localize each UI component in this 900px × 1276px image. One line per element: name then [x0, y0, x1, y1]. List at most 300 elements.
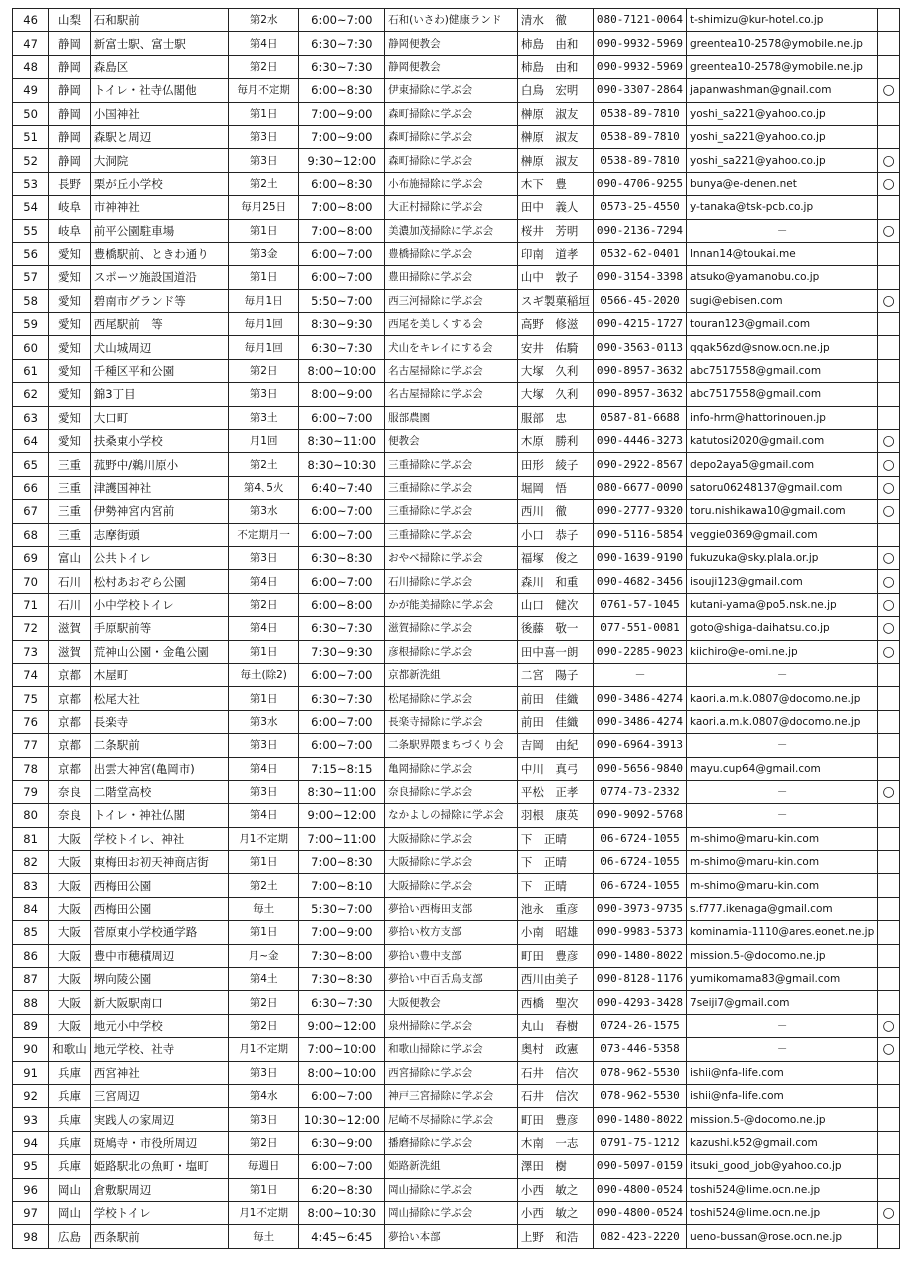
table-row — [13, 476, 900, 499]
schedule-cell: 第4水 — [228, 1084, 299, 1107]
prefecture-cell: 京都 — [49, 710, 91, 733]
time-cell: 9:00~12:00 — [299, 804, 385, 827]
time-cell: 6:00~8:00 — [299, 593, 385, 616]
email-cell: kazushi.k52@gmail.com — [687, 1131, 878, 1154]
prefecture-cell: 長野 — [49, 172, 91, 195]
contact-name-cell: 木下 豊 — [517, 172, 593, 195]
organizer-cell: 夢拾い西梅田支部 — [385, 897, 518, 920]
schedule-cell: 第3日 — [228, 780, 299, 803]
schedule-cell: 第2土 — [228, 172, 299, 195]
email-cell: y-tanaka@tsk-pcb.co.jp — [687, 196, 878, 219]
location-cell: 堺向陵公園 — [90, 968, 228, 991]
phone-cell: 090-3154-3398 — [593, 266, 686, 289]
time-cell: 6:20~8:30 — [299, 1178, 385, 1201]
location-cell: トイレ・神社仏閣 — [90, 804, 228, 827]
row-number: 76 — [13, 710, 49, 733]
contact-name-cell: 丸山 春樹 — [517, 1014, 593, 1037]
prefecture-cell: 三重 — [49, 453, 91, 476]
contact-name-cell: 澤田 樹 — [517, 1155, 593, 1178]
mark-cell: ○ — [878, 289, 900, 312]
organizer-cell: 静岡便教会 — [385, 32, 518, 55]
table-row — [13, 780, 900, 803]
organizer-cell: 夢拾い豊中支部 — [385, 944, 518, 967]
organizer-cell: 名古屋掃除に学ぶ会 — [385, 383, 518, 406]
schedule-cell: 第3日 — [228, 383, 299, 406]
schedule-cell: 第1日 — [228, 266, 299, 289]
row-number: 93 — [13, 1108, 49, 1131]
contact-name-cell: 榊原 淑友 — [517, 125, 593, 148]
prefecture-cell: 兵庫 — [49, 1084, 91, 1107]
schedule-cell: 第3水 — [228, 710, 299, 733]
prefecture-cell: 岐阜 — [49, 219, 91, 242]
row-number: 96 — [13, 1178, 49, 1201]
table-row — [13, 734, 900, 757]
table-row — [13, 546, 900, 569]
mark-cell — [878, 55, 900, 78]
contact-name-cell: 榊原 淑友 — [517, 102, 593, 125]
email-cell: kiichiro@e-omi.ne.jp — [687, 640, 878, 663]
row-number: 54 — [13, 196, 49, 219]
table-row — [13, 32, 900, 55]
email-cell: sugi@ebisen.com — [687, 289, 878, 312]
location-cell: 姫路駅北の魚町・塩町 — [90, 1155, 228, 1178]
schedule-cell: 月1不定期 — [228, 1201, 299, 1224]
time-cell: 8:00~10:30 — [299, 1201, 385, 1224]
location-cell: 錦3丁目 — [90, 383, 228, 406]
row-number: 81 — [13, 827, 49, 850]
phone-cell: 0573-25-4550 — [593, 196, 686, 219]
email-cell: isouji123@gmail.com — [687, 570, 878, 593]
row-number: 87 — [13, 968, 49, 991]
contact-name-cell: 山口 健次 — [517, 593, 593, 616]
phone-cell: 0566-45-2020 — [593, 289, 686, 312]
table-row — [13, 1131, 900, 1154]
table-row — [13, 1084, 900, 1107]
contact-name-cell: 西橋 聖次 — [517, 991, 593, 1014]
email-cell: toshi524@lime.ocn.ne.jp — [687, 1178, 878, 1201]
email-cell: － — [687, 734, 878, 757]
time-cell: 6:00~7:00 — [299, 9, 385, 32]
organizer-cell: 岡山掃除に学ぶ会 — [385, 1201, 518, 1224]
table-row — [13, 523, 900, 546]
contact-name-cell: 西川 徹 — [517, 500, 593, 523]
phone-cell: 0532-62-0401 — [593, 242, 686, 265]
prefecture-cell: 岐阜 — [49, 196, 91, 219]
table-row — [13, 991, 900, 1014]
time-cell: 6:00~7:00 — [299, 1084, 385, 1107]
location-cell: 豊橋駅前、ときわ通り — [90, 242, 228, 265]
row-number: 66 — [13, 476, 49, 499]
contact-name-cell: 大塚 久利 — [517, 383, 593, 406]
schedule-cell: 月~金 — [228, 944, 299, 967]
row-number: 83 — [13, 874, 49, 897]
contact-name-cell: 清水 徹 — [517, 9, 593, 32]
mark-cell: ○ — [878, 172, 900, 195]
email-cell: greentea10-2578@ymobile.ne.jp — [687, 55, 878, 78]
location-cell: 木屋町 — [90, 663, 228, 686]
table-row — [13, 266, 900, 289]
contact-name-cell: 木南 一志 — [517, 1131, 593, 1154]
table-row — [13, 219, 900, 242]
time-cell: 6:00~7:00 — [299, 570, 385, 593]
phone-cell: 090-4215-1727 — [593, 313, 686, 336]
table-row — [13, 710, 900, 733]
email-cell: yoshi_sa221@yahoo.co.jp — [687, 125, 878, 148]
organizer-cell: 森町掃除に学ぶ会 — [385, 125, 518, 148]
contact-name-cell: 印南 道孝 — [517, 242, 593, 265]
location-cell: 実践人の家周辺 — [90, 1108, 228, 1131]
organizer-cell: 大阪掃除に学ぶ会 — [385, 851, 518, 874]
email-cell: － — [687, 1038, 878, 1061]
row-number: 97 — [13, 1201, 49, 1224]
prefecture-cell: 静岡 — [49, 55, 91, 78]
organizer-cell: 岡山掃除に学ぶ会 — [385, 1178, 518, 1201]
row-number: 56 — [13, 242, 49, 265]
mark-cell: ○ — [878, 219, 900, 242]
row-number: 88 — [13, 991, 49, 1014]
location-cell: 西宮神社 — [90, 1061, 228, 1084]
table-row — [13, 125, 900, 148]
location-cell: 西条駅前 — [90, 1225, 228, 1248]
email-cell: 7seiji7@gmail.com — [687, 991, 878, 1014]
prefecture-cell: 愛知 — [49, 406, 91, 429]
time-cell: 6:00~7:00 — [299, 242, 385, 265]
contact-name-cell: 平松 正孝 — [517, 780, 593, 803]
organizer-cell: 奈良掃除に学ぶ会 — [385, 780, 518, 803]
contact-name-cell: 田中喜一朗 — [517, 640, 593, 663]
email-cell: satoru06248137@gmail.com — [687, 476, 878, 499]
time-cell: 6:00~8:30 — [299, 172, 385, 195]
contact-name-cell: 吉岡 由紀 — [517, 734, 593, 757]
location-cell: 菅原東小学校通学路 — [90, 921, 228, 944]
organizer-cell: 伊東掃除に学ぶ会 — [385, 79, 518, 102]
time-cell: 6:00~7:00 — [299, 500, 385, 523]
organizer-cell: 泉州掃除に学ぶ会 — [385, 1014, 518, 1037]
schedule-cell: 月1不定期 — [228, 1038, 299, 1061]
time-cell: 6:30~7:30 — [299, 617, 385, 640]
organizer-cell: 神戸三宮掃除に学ぶ会 — [385, 1084, 518, 1107]
organizer-cell: 長楽寺掃除に学ぶ会 — [385, 710, 518, 733]
prefecture-cell: 大阪 — [49, 874, 91, 897]
prefecture-cell: 和歌山 — [49, 1038, 91, 1061]
contact-name-cell: 森川 和重 — [517, 570, 593, 593]
row-number: 68 — [13, 523, 49, 546]
table-row — [13, 336, 900, 359]
time-cell: 6:00~7:00 — [299, 523, 385, 546]
prefecture-cell: 静岡 — [49, 149, 91, 172]
row-number: 92 — [13, 1084, 49, 1107]
table-row — [13, 406, 900, 429]
time-cell: 6:30~7:30 — [299, 687, 385, 710]
table-row — [13, 79, 900, 102]
prefecture-cell: 奈良 — [49, 804, 91, 827]
organizer-cell: 石川掃除に学ぶ会 — [385, 570, 518, 593]
contact-name-cell: 石井 信次 — [517, 1084, 593, 1107]
mark-cell: ○ — [878, 79, 900, 102]
row-number: 79 — [13, 780, 49, 803]
contact-name-cell: 羽根 康英 — [517, 804, 593, 827]
row-number: 78 — [13, 757, 49, 780]
schedule-cell: 第1日 — [228, 102, 299, 125]
contact-name-cell: 町田 豊彦 — [517, 944, 593, 967]
location-cell: 新大阪駅南口 — [90, 991, 228, 1014]
prefecture-cell: 愛知 — [49, 242, 91, 265]
time-cell: 6:30~7:30 — [299, 336, 385, 359]
row-number: 61 — [13, 359, 49, 382]
contact-name-cell: 山中 敦子 — [517, 266, 593, 289]
phone-cell: 06-6724-1055 — [593, 851, 686, 874]
mark-cell — [878, 851, 900, 874]
location-cell: 伊勢神宮内宮前 — [90, 500, 228, 523]
contact-name-cell: 田形 綾子 — [517, 453, 593, 476]
phone-cell: 090-5656-9840 — [593, 757, 686, 780]
schedule-cell: 第4､5火 — [228, 476, 299, 499]
table-row — [13, 9, 900, 32]
email-cell: abc7517558@gmail.com — [687, 383, 878, 406]
email-cell: m-shimo@maru-kin.com — [687, 827, 878, 850]
schedule-cell: 第4日 — [228, 757, 299, 780]
phone-cell: 078-962-5530 — [593, 1084, 686, 1107]
prefecture-cell: 大阪 — [49, 991, 91, 1014]
location-cell: 前平公園駐車場 — [90, 219, 228, 242]
schedule-cell: 第1日 — [228, 921, 299, 944]
mark-cell — [878, 383, 900, 406]
time-cell: 5:50~7:00 — [299, 289, 385, 312]
phone-cell: 090-2922-8567 — [593, 453, 686, 476]
schedule-cell: 毎土(除2) — [228, 663, 299, 686]
row-number: 67 — [13, 500, 49, 523]
contact-name-cell: 下 正晴 — [517, 851, 593, 874]
schedule-cell: 第2日 — [228, 1131, 299, 1154]
phone-cell: 090-2136-7294 — [593, 219, 686, 242]
organizer-cell: 犬山をキレイにする会 — [385, 336, 518, 359]
table-row — [13, 172, 900, 195]
row-number: 69 — [13, 546, 49, 569]
phone-cell: 090-8128-1176 — [593, 968, 686, 991]
email-cell: － — [687, 219, 878, 242]
organizer-cell: 静岡便教会 — [385, 55, 518, 78]
table-row — [13, 687, 900, 710]
schedule-cell: 第4日 — [228, 570, 299, 593]
table-row — [13, 757, 900, 780]
table-row — [13, 196, 900, 219]
location-cell: 新富士駅、富士駅 — [90, 32, 228, 55]
mark-cell — [878, 827, 900, 850]
prefecture-cell: 大阪 — [49, 944, 91, 967]
prefecture-cell: 愛知 — [49, 289, 91, 312]
organizer-cell: 三重掃除に学ぶ会 — [385, 523, 518, 546]
mark-cell — [878, 921, 900, 944]
prefecture-cell: 兵庫 — [49, 1108, 91, 1131]
prefecture-cell: 愛知 — [49, 266, 91, 289]
table-row — [13, 289, 900, 312]
location-cell: 栗が丘小学校 — [90, 172, 228, 195]
phone-cell: 0774-73-2332 — [593, 780, 686, 803]
contact-name-cell: スギ製菓稲垣 — [517, 289, 593, 312]
time-cell: 6:00~7:00 — [299, 266, 385, 289]
mark-cell — [878, 242, 900, 265]
schedule-cell: 第4日 — [228, 804, 299, 827]
contact-name-cell: 中川 真弓 — [517, 757, 593, 780]
phone-cell: 090-1480-8022 — [593, 944, 686, 967]
mark-cell — [878, 313, 900, 336]
contact-name-cell: 二宮 陽子 — [517, 663, 593, 686]
schedule-cell: 第3日 — [228, 149, 299, 172]
schedule-cell: 第1日 — [228, 1178, 299, 1201]
contact-name-cell: 石井 信次 — [517, 1061, 593, 1084]
mark-cell — [878, 1178, 900, 1201]
mark-cell — [878, 687, 900, 710]
mark-cell — [878, 125, 900, 148]
phone-cell: 090-5116-5854 — [593, 523, 686, 546]
time-cell: 6:30~9:00 — [299, 1131, 385, 1154]
table-row — [13, 617, 900, 640]
row-number: 58 — [13, 289, 49, 312]
schedule-cell: 第4日 — [228, 32, 299, 55]
table-row — [13, 570, 900, 593]
row-number: 80 — [13, 804, 49, 827]
schedule-cell: 第1日 — [228, 640, 299, 663]
mark-cell — [878, 663, 900, 686]
location-cell: 長楽寺 — [90, 710, 228, 733]
time-cell: 6:00~7:00 — [299, 1155, 385, 1178]
table-row — [13, 1178, 900, 1201]
schedule-cell: 毎月1回 — [228, 336, 299, 359]
prefecture-cell: 愛知 — [49, 383, 91, 406]
organizer-cell: 大阪掃除に学ぶ会 — [385, 827, 518, 850]
contact-name-cell: 堀岡 悟 — [517, 476, 593, 499]
location-cell: 森島区 — [90, 55, 228, 78]
contact-name-cell: 桜井 芳明 — [517, 219, 593, 242]
email-cell: s.f777.ikenaga@gmail.com — [687, 897, 878, 920]
contact-name-cell: 奥村 政憲 — [517, 1038, 593, 1061]
row-number: 53 — [13, 172, 49, 195]
mark-cell — [878, 266, 900, 289]
row-number: 47 — [13, 32, 49, 55]
location-cell: 学校トイレ、神社 — [90, 827, 228, 850]
location-cell: 三宮周辺 — [90, 1084, 228, 1107]
table-row — [13, 874, 900, 897]
organizer-cell: 森町掃除に学ぶ会 — [385, 102, 518, 125]
location-cell: 菰野中/鵜川原小 — [90, 453, 228, 476]
phone-cell: 090-2777-9320 — [593, 500, 686, 523]
email-cell: atsuko@yamanobu.co.jp — [687, 266, 878, 289]
phone-cell: 090-8957-3632 — [593, 383, 686, 406]
organizer-cell: 大阪掃除に学ぶ会 — [385, 874, 518, 897]
time-cell: 9:00~12:00 — [299, 1014, 385, 1037]
schedule-cell: 第3土 — [228, 406, 299, 429]
row-number: 64 — [13, 430, 49, 453]
mark-cell: ○ — [878, 1201, 900, 1224]
organizer-cell: 二条駅界隈まちづくり会 — [385, 734, 518, 757]
time-cell: 6:00~7:00 — [299, 734, 385, 757]
schedule-cell: 毎週日 — [228, 1155, 299, 1178]
email-cell: mission.5-@docomo.ne.jp — [687, 944, 878, 967]
mark-cell: ○ — [878, 1038, 900, 1061]
schedule-cell: 第3日 — [228, 125, 299, 148]
table-row — [13, 640, 900, 663]
table-row — [13, 1225, 900, 1248]
prefecture-cell: 兵庫 — [49, 1061, 91, 1084]
phone-cell: 0538-89-7810 — [593, 125, 686, 148]
prefecture-cell: 愛知 — [49, 336, 91, 359]
location-cell: 扶桑東小学校 — [90, 430, 228, 453]
phone-cell: 090-9932-5969 — [593, 32, 686, 55]
organizer-cell: 大正村掃除に学ぶ会 — [385, 196, 518, 219]
organizer-cell: 名古屋掃除に学ぶ会 — [385, 359, 518, 382]
time-cell: 8:00~10:00 — [299, 359, 385, 382]
contact-name-cell: 上野 和浩 — [517, 1225, 593, 1248]
prefecture-cell: 大阪 — [49, 851, 91, 874]
location-cell: 小中学校トイレ — [90, 593, 228, 616]
time-cell: 7:00~9:00 — [299, 125, 385, 148]
row-number: 94 — [13, 1131, 49, 1154]
table-row — [13, 593, 900, 616]
phone-cell: 090-8957-3632 — [593, 359, 686, 382]
schedule-cell: 毎月25日 — [228, 196, 299, 219]
organizer-cell: 森町掃除に学ぶ会 — [385, 149, 518, 172]
schedule-cell: 第3日 — [228, 1061, 299, 1084]
prefecture-cell: 大阪 — [49, 1014, 91, 1037]
schedule-body — [13, 9, 900, 1249]
phone-cell: 082-423-2220 — [593, 1225, 686, 1248]
table-row — [13, 827, 900, 850]
organizer-cell: 小布施掃除に学ぶ会 — [385, 172, 518, 195]
organizer-cell: なかよしの掃除に学ぶ会 — [385, 804, 518, 827]
phone-cell: 06-6724-1055 — [593, 827, 686, 850]
email-cell: itsuki_good_job@yahoo.co.jp — [687, 1155, 878, 1178]
prefecture-cell: 奈良 — [49, 780, 91, 803]
location-cell: 地元学校、社寺 — [90, 1038, 228, 1061]
email-cell: m-shimo@maru-kin.com — [687, 851, 878, 874]
schedule-cell: 毎月不定期 — [228, 79, 299, 102]
table-row — [13, 1155, 900, 1178]
schedule-cell: 第1日 — [228, 687, 299, 710]
contact-name-cell: 小西 敏之 — [517, 1178, 593, 1201]
contact-name-cell: 柿島 由和 — [517, 55, 593, 78]
phone-cell: 0587-81-6688 — [593, 406, 686, 429]
row-number: 63 — [13, 406, 49, 429]
schedule-cell: 不定期月一 — [228, 523, 299, 546]
location-cell: トイレ・社寺仏閣他 — [90, 79, 228, 102]
prefecture-cell: 大阪 — [49, 921, 91, 944]
row-number: 46 — [13, 9, 49, 32]
time-cell: 8:00~9:00 — [299, 383, 385, 406]
email-cell: veggie0369@gmail.com — [687, 523, 878, 546]
phone-cell: 090-3486-4274 — [593, 687, 686, 710]
schedule-cell: 毎月1日 — [228, 289, 299, 312]
prefecture-cell: 静岡 — [49, 32, 91, 55]
phone-cell: 06-6724-1055 — [593, 874, 686, 897]
mark-cell — [878, 897, 900, 920]
prefecture-cell: 愛知 — [49, 430, 91, 453]
organizer-cell: 豊橋掃除に学ぶ会 — [385, 242, 518, 265]
mark-cell: ○ — [878, 149, 900, 172]
phone-cell: 0538-89-7810 — [593, 149, 686, 172]
table-row — [13, 921, 900, 944]
mark-cell — [878, 874, 900, 897]
mark-cell — [878, 336, 900, 359]
contact-name-cell: 白鳥 宏明 — [517, 79, 593, 102]
mark-cell — [878, 1131, 900, 1154]
row-number: 98 — [13, 1225, 49, 1248]
row-number: 72 — [13, 617, 49, 640]
time-cell: 7:15~8:15 — [299, 757, 385, 780]
time-cell: 8:30~11:00 — [299, 430, 385, 453]
organizer-cell: 播磨掃除に学ぶ会 — [385, 1131, 518, 1154]
schedule-cell: 第4土 — [228, 968, 299, 991]
row-number: 55 — [13, 219, 49, 242]
